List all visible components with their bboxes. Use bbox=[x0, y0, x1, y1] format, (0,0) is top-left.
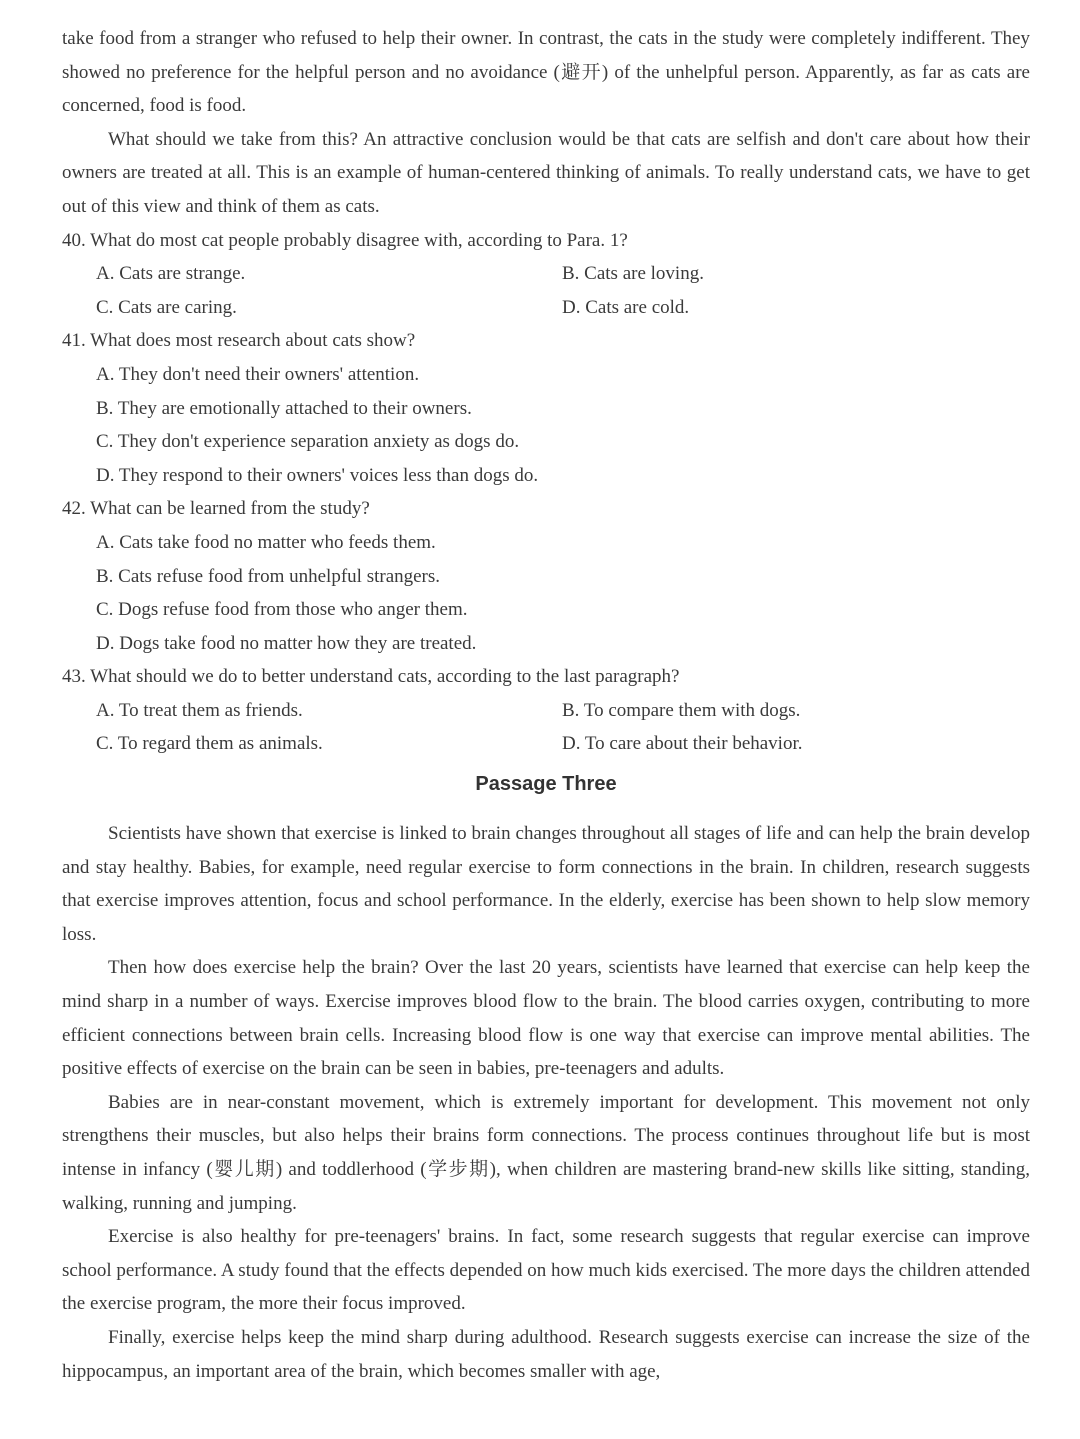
question-options bbox=[62, 526, 1030, 660]
question-stem: 41. What does most research about cats show? bbox=[62, 330, 416, 352]
question-options bbox=[62, 257, 1030, 324]
option-a: A. To treat them as friends. bbox=[96, 699, 303, 721]
option-b: B. Cats refuse food from unhelpful strangers. bbox=[96, 565, 441, 587]
option-a: A. Cats take food no matter who feeds them. bbox=[96, 531, 436, 553]
question-stem: 42. What can be learned from the study? bbox=[62, 498, 370, 520]
passage-three-paragraph: Then how does exercise help the brain? Over the last 20 years, scientists have learned that exercise can help keep the mind sharp in a number of ways. Exercise improves blood flow to the brain. The blood carries oxygen, contributing to more efficient connections between brain cells. Increasing blood flow is one way that exercise can improve mental abilities. The positive effects of exercise on the brain can be seen in babies, pre-teenagers and adults. bbox=[62, 957, 1030, 1080]
question-options bbox=[62, 358, 1030, 492]
passage-three-paragraph: Babies are in near-constant movement, which is extremely important for development. This movement not only strengthens their muscles, but also helps their brains form connections. The process continues throughout life but is most intense in infancy (婴儿期) and toddlerhood (学步期), when children are mastering brand-new skills like sitting, standing, walking, running and jumping. bbox=[62, 1091, 1030, 1214]
passage-three-heading: Passage Three bbox=[475, 773, 617, 796]
question-43 bbox=[62, 660, 1030, 761]
option-b: B. Cats are loving. bbox=[562, 263, 704, 285]
exam-page bbox=[62, 22, 1030, 1388]
question-42 bbox=[62, 492, 1030, 660]
option-b: B. They are emotionally attached to their owners. bbox=[96, 397, 472, 419]
option-c: C. They don't experience separation anxiety as dogs do. bbox=[96, 431, 520, 453]
option-d: D. Dogs take food no matter how they are treated. bbox=[96, 632, 477, 654]
question-stem: 40. What do most cat people probably disagree with, according to Para. 1? bbox=[62, 229, 628, 251]
passage-three-paragraph: Scientists have shown that exercise is linked to brain changes throughout all stages of life and can help the brain develop and stay healthy. Babies, for example, need regular exercise to form connections in the brain. In children, research suggests that exercise improves attention, focus and school performance. In the elderly, exercise has been shown to help slow memory loss. bbox=[62, 823, 1030, 945]
question-40 bbox=[62, 224, 1030, 325]
option-b: B. To compare them with dogs. bbox=[562, 699, 801, 721]
option-d: D. To care about their behavior. bbox=[562, 733, 803, 755]
question-options bbox=[62, 694, 1030, 761]
question-41 bbox=[62, 324, 1030, 492]
passage-two-last-paragraph: What should we take from this? An attractive conclusion would be that cats are selfish and don't care about how their owners are treated at all. This is an example of human-centered thinking of animals. To really understand cats, we have to get out of this view and think of them as cats. bbox=[62, 128, 1030, 217]
passage-two-paragraph-continued: take food from a stranger who refused to help their owner. In contrast, the cats in the study were completely indifferent. They showed no preference for the helpful person and no avoidance (避开) of the unhelpful person. Apparently, as far as cats are concerned, food is food. bbox=[62, 28, 1030, 117]
option-c: C. Cats are caring. bbox=[96, 296, 237, 318]
option-c: C. To regard them as animals. bbox=[96, 733, 323, 755]
option-d: D. They respond to their owners' voices less than dogs do. bbox=[96, 464, 539, 486]
option-d: D. Cats are cold. bbox=[562, 296, 690, 318]
passage-three-paragraph: Finally, exercise helps keep the mind sharp during adulthood. Research suggests exercise can increase the size of the hippocampus, an important area of the brain, which becomes smaller with age, bbox=[62, 1326, 1030, 1382]
option-c: C. Dogs refuse food from those who anger them. bbox=[96, 599, 468, 621]
option-a: A. They don't need their owners' attention. bbox=[96, 363, 420, 385]
option-a: A. Cats are strange. bbox=[96, 263, 246, 285]
passage-three-paragraph: Exercise is also healthy for pre-teenagers' brains. In fact, some research suggests that regular exercise can improve school performance. A study found that the effects depended on how much kids exercised. The more days the children attended the exercise program, the more their focus improved. bbox=[62, 1226, 1030, 1315]
question-stem: 43. What should we do to better understand cats, according to the last paragraph? bbox=[62, 666, 680, 688]
